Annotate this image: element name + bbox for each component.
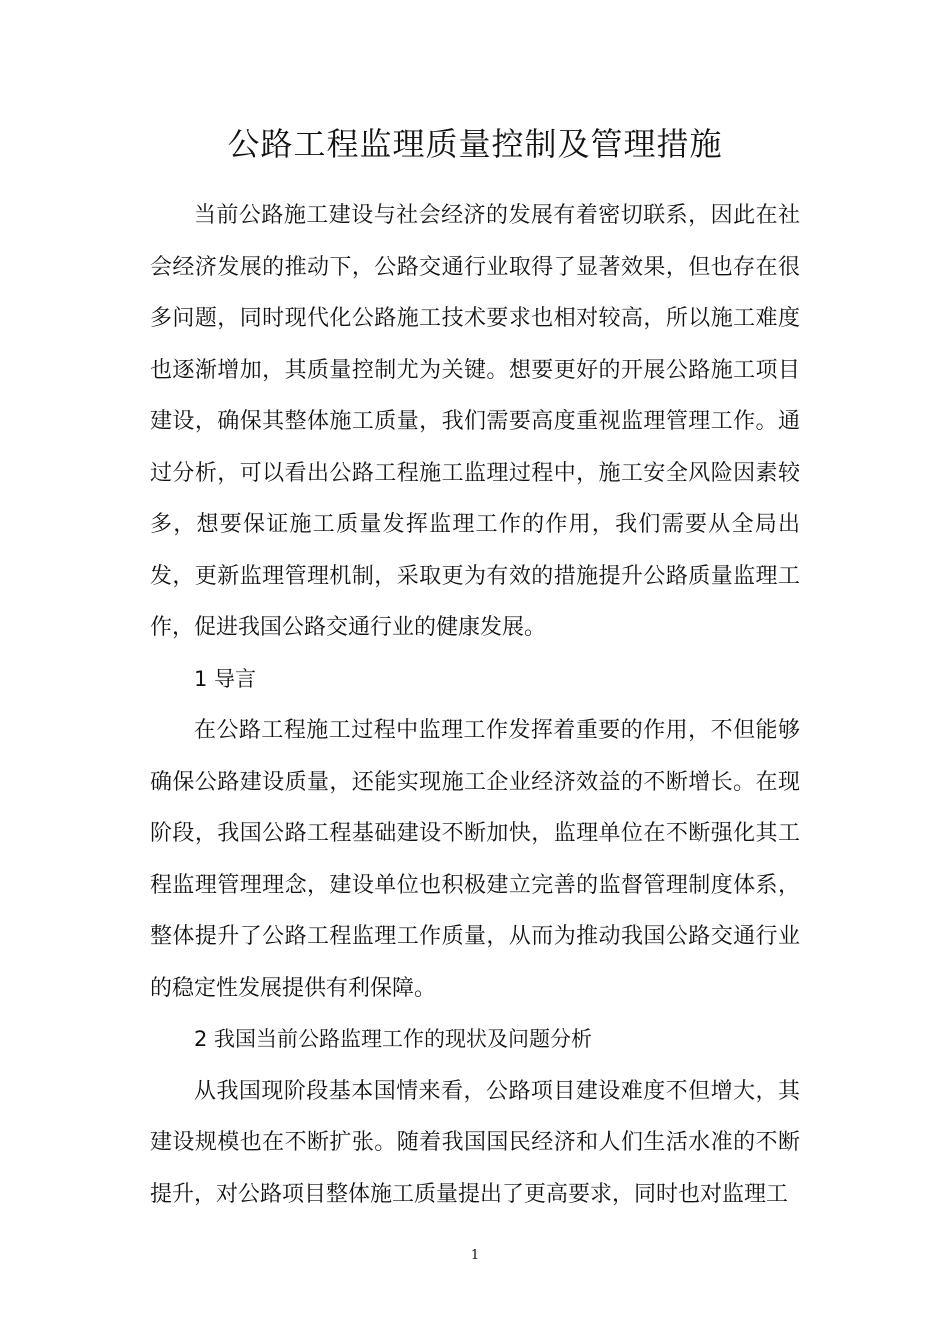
section-1-paragraph: 在公路工程施工过程中监理工作发挥着重要的作用，不但能够确保公路建设质量，还能实现施工企业经济效益的不断增长。在现阶段，我国公路工程基础建设不断加快，监理单位在不断强化其工程监理管理理念，建设单位也积极建立完善的监督管理制度体系，整体提升了公路工程监理工作质量，从而为推动我国公路交通行业的稳定性发展提供有利保障。 <box>150 718 800 1001</box>
section-1-heading: 1 导言 <box>194 666 257 691</box>
document-body <box>150 190 800 1220</box>
section-2-paragraph: 从我国现阶段基本国情来看，公路项目建设难度不但增大，其建设规模也在不断扩张。随着我国国民经济和人们生活水准的不断提升，对公路项目整体施工质量提出了更高要求，同时也对监理工 <box>150 1078 800 1207</box>
section-2-heading: 2 我国当前公路监理工作的现状及问题分析 <box>194 1027 593 1051</box>
intro-paragraph: 当前公路施工建设与社会经济的发展有着密切联系，因此在社会经济发展的推动下，公路交通行业取得了显著效果，但也存在很多问题，同时现代化公路施工技术要求也相对较高，所以施工难度也逐渐增加，其质量控制尤为关键。想要更好的开展公路施工项目建设，确保其整体施工质量，我们需要高度重视监理管理工作。通过分析，可以看出公路工程施工监理过程中，施工安全风险因素较多，想要保证施工质量发挥监理工作的作用，我们需要从全局出发，更新监理管理机制，采取更为有效的措施提升公路质量监理工作，促进我国公路交通行业的健康发展。 <box>150 203 800 640</box>
page-title: 公路工程监理质量控制及管理措施 <box>227 125 723 163</box>
page-number: 1 <box>470 1248 480 1263</box>
